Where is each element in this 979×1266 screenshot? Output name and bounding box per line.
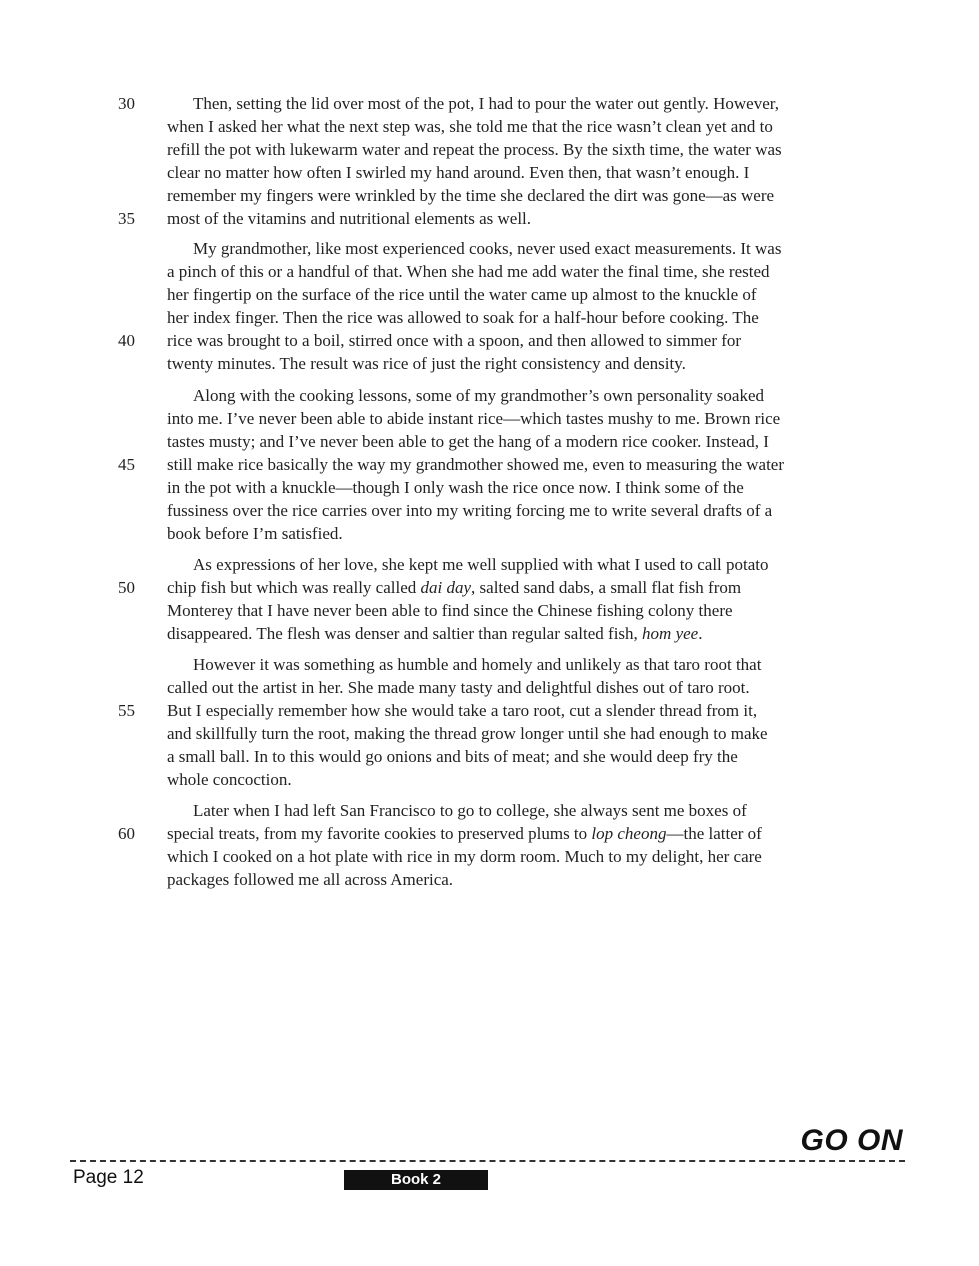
passage-line: refill the pot with lukewarm water and repeat the process. By the sixth time, the water was: [167, 140, 782, 159]
passage-text: .: [698, 624, 703, 643]
passage-text: , salted sand dabs, a small flat fish from: [471, 578, 742, 597]
line-number: 45: [118, 455, 135, 474]
passage-line: [167, 822, 762, 845]
passage-line: twenty minutes. The result was rice of just the right consistency and density.: [167, 354, 686, 373]
passage-line: her fingertip on the surface of the rice until the water came up almost to the knuckle of: [167, 285, 757, 304]
line-number: 35: [118, 209, 135, 228]
passage-line: into me. I’ve never been able to abide instant rice—which tastes mushy to me. Brown rice: [167, 409, 781, 428]
passage-line: Then, setting the lid over most of the pot, I had to pour the water out gently. However,: [193, 94, 779, 113]
passage-line: [167, 576, 741, 599]
passage-text: chip fish but which was really called: [167, 578, 421, 597]
passage-line: called out the artist in her. She made many tasty and delightful dishes out of taro root.: [167, 678, 750, 697]
passage-line: still make rice basically the way my grandmother showed me, even to measuring the water: [167, 455, 784, 474]
passage-line: fussiness over the rice carries over into my writing forcing me to write several drafts of a: [167, 501, 773, 520]
footer-divider: [70, 1160, 905, 1162]
passage-line: Along with the cooking lessons, some of my grandmother’s own personality soaked: [193, 386, 764, 405]
passage-line: her index finger. Then the rice was allowed to soak for a half-hour before cooking. The: [167, 308, 759, 327]
go-on-label: GO ON: [800, 1124, 903, 1157]
passage-line: when I asked her what the next step was, she told me that the rice wasn’t clean yet and to: [167, 117, 773, 136]
book-label: Book 2: [344, 1170, 488, 1190]
passage-line: whole concoction.: [167, 770, 292, 789]
passage-line: and skillfully turn the root, making the thread grow longer until she had enough to make: [167, 724, 768, 743]
passage-text: special treats, from my favorite cookies to preserved plums to: [167, 824, 592, 843]
passage-line: However it was something as humble and homely and unlikely as that taro root that: [193, 655, 762, 674]
passage-line: clear no matter how often I swirled my hand around. Even then, that wasn’t enough. I: [167, 163, 750, 182]
passage-line: which I cooked on a hot plate with rice in my dorm room. Much to my delight, her care: [167, 847, 762, 866]
italic-term: lop cheong: [591, 824, 667, 843]
italic-term: dai day: [420, 578, 472, 597]
passage-line: packages followed me all across America.: [167, 870, 454, 889]
line-number: 60: [118, 824, 135, 843]
passage-line: a small ball. In to this would go onions and bits of meat; and she would deep fry the: [167, 747, 738, 766]
passage-line: My grandmother, like most experienced cooks, never used exact measurements. It was: [193, 239, 782, 258]
passage-text: disappeared. The flesh was denser and saltier than regular salted fish,: [167, 624, 643, 643]
passage-line: in the pot with a knuckle—though I only wash the rice once now. I think some of the: [167, 478, 744, 497]
line-number: 40: [118, 331, 135, 350]
italic-term: hom yee: [642, 624, 699, 643]
line-number: 55: [118, 701, 135, 720]
line-number: 50: [118, 578, 135, 597]
passage-line: book before I’m satisfied.: [167, 524, 343, 543]
passage-line: Later when I had left San Francisco to go to college, she always sent me boxes of: [193, 801, 747, 820]
passage-line: rice was brought to a boil, stirred once with a spoon, and then allowed to simmer for: [167, 331, 742, 350]
passage-line: As expressions of her love, she kept me well supplied with what I used to call potato: [193, 555, 769, 574]
passage-line: most of the vitamins and nutritional elements as well.: [167, 209, 532, 228]
passage-line: tastes musty; and I’ve never been able to get the hang of a modern rice cooker. Instead, I: [167, 432, 769, 451]
passage-line: Monterey that I have never been able to find since the Chinese fishing colony there: [167, 601, 733, 620]
passage-text: —the latter of: [666, 824, 762, 843]
line-number: 30: [118, 94, 135, 113]
passage-line: a pinch of this or a handful of that. When she had me add water the final time, she rested: [167, 262, 770, 281]
passage-line: But I especially remember how she would take a taro root, cut a slender thread from it,: [167, 701, 758, 720]
passage-line: [167, 622, 702, 645]
page-number: Page 12: [73, 1167, 144, 1188]
passage-line: remember my fingers were wrinkled by the time she declared the dirt was gone—as were: [167, 186, 775, 205]
